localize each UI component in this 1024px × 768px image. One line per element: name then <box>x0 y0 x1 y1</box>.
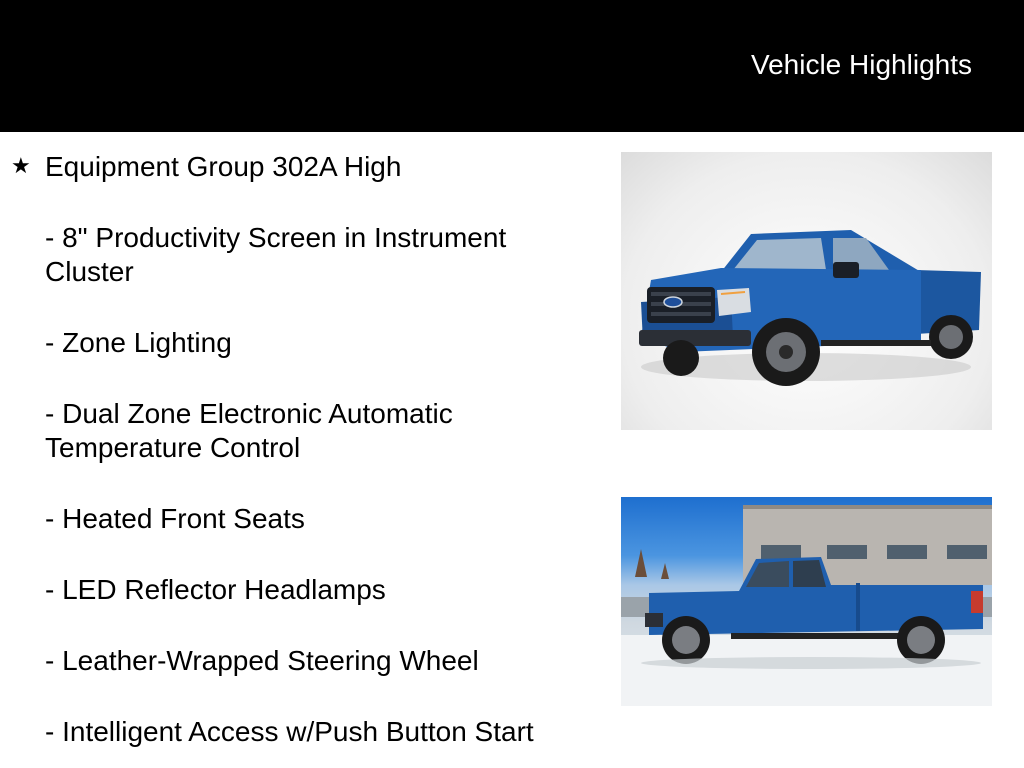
highlight-line: - Intelligent Access w/Push Button Start <box>45 716 534 747</box>
highlight-line: Cluster <box>45 256 134 287</box>
highlight-line: - LED Reflector Headlamps <box>45 574 386 605</box>
star-icon: ★ <box>11 153 31 178</box>
highlight-line: - Heated Front Seats <box>45 503 305 534</box>
highlight-line: Temperature Control <box>45 432 301 463</box>
highlight-line: Equipment Group 302A High <box>45 151 402 182</box>
highlight-line: - Leather-Wrapped Steering Wheel <box>45 645 479 676</box>
vehicle-photo-front <box>621 152 992 430</box>
highlights-list <box>45 150 590 749</box>
highlight-line: - Dual Zone Electronic Automatic <box>45 398 453 429</box>
header-bar <box>0 0 1024 132</box>
page-title: Vehicle Highlights <box>750 49 972 80</box>
vehicle-photo-side <box>621 497 992 706</box>
highlight-line: - Zone Lighting <box>45 327 232 358</box>
highlight-line: - 8" Productivity Screen in Instrument <box>45 222 507 253</box>
